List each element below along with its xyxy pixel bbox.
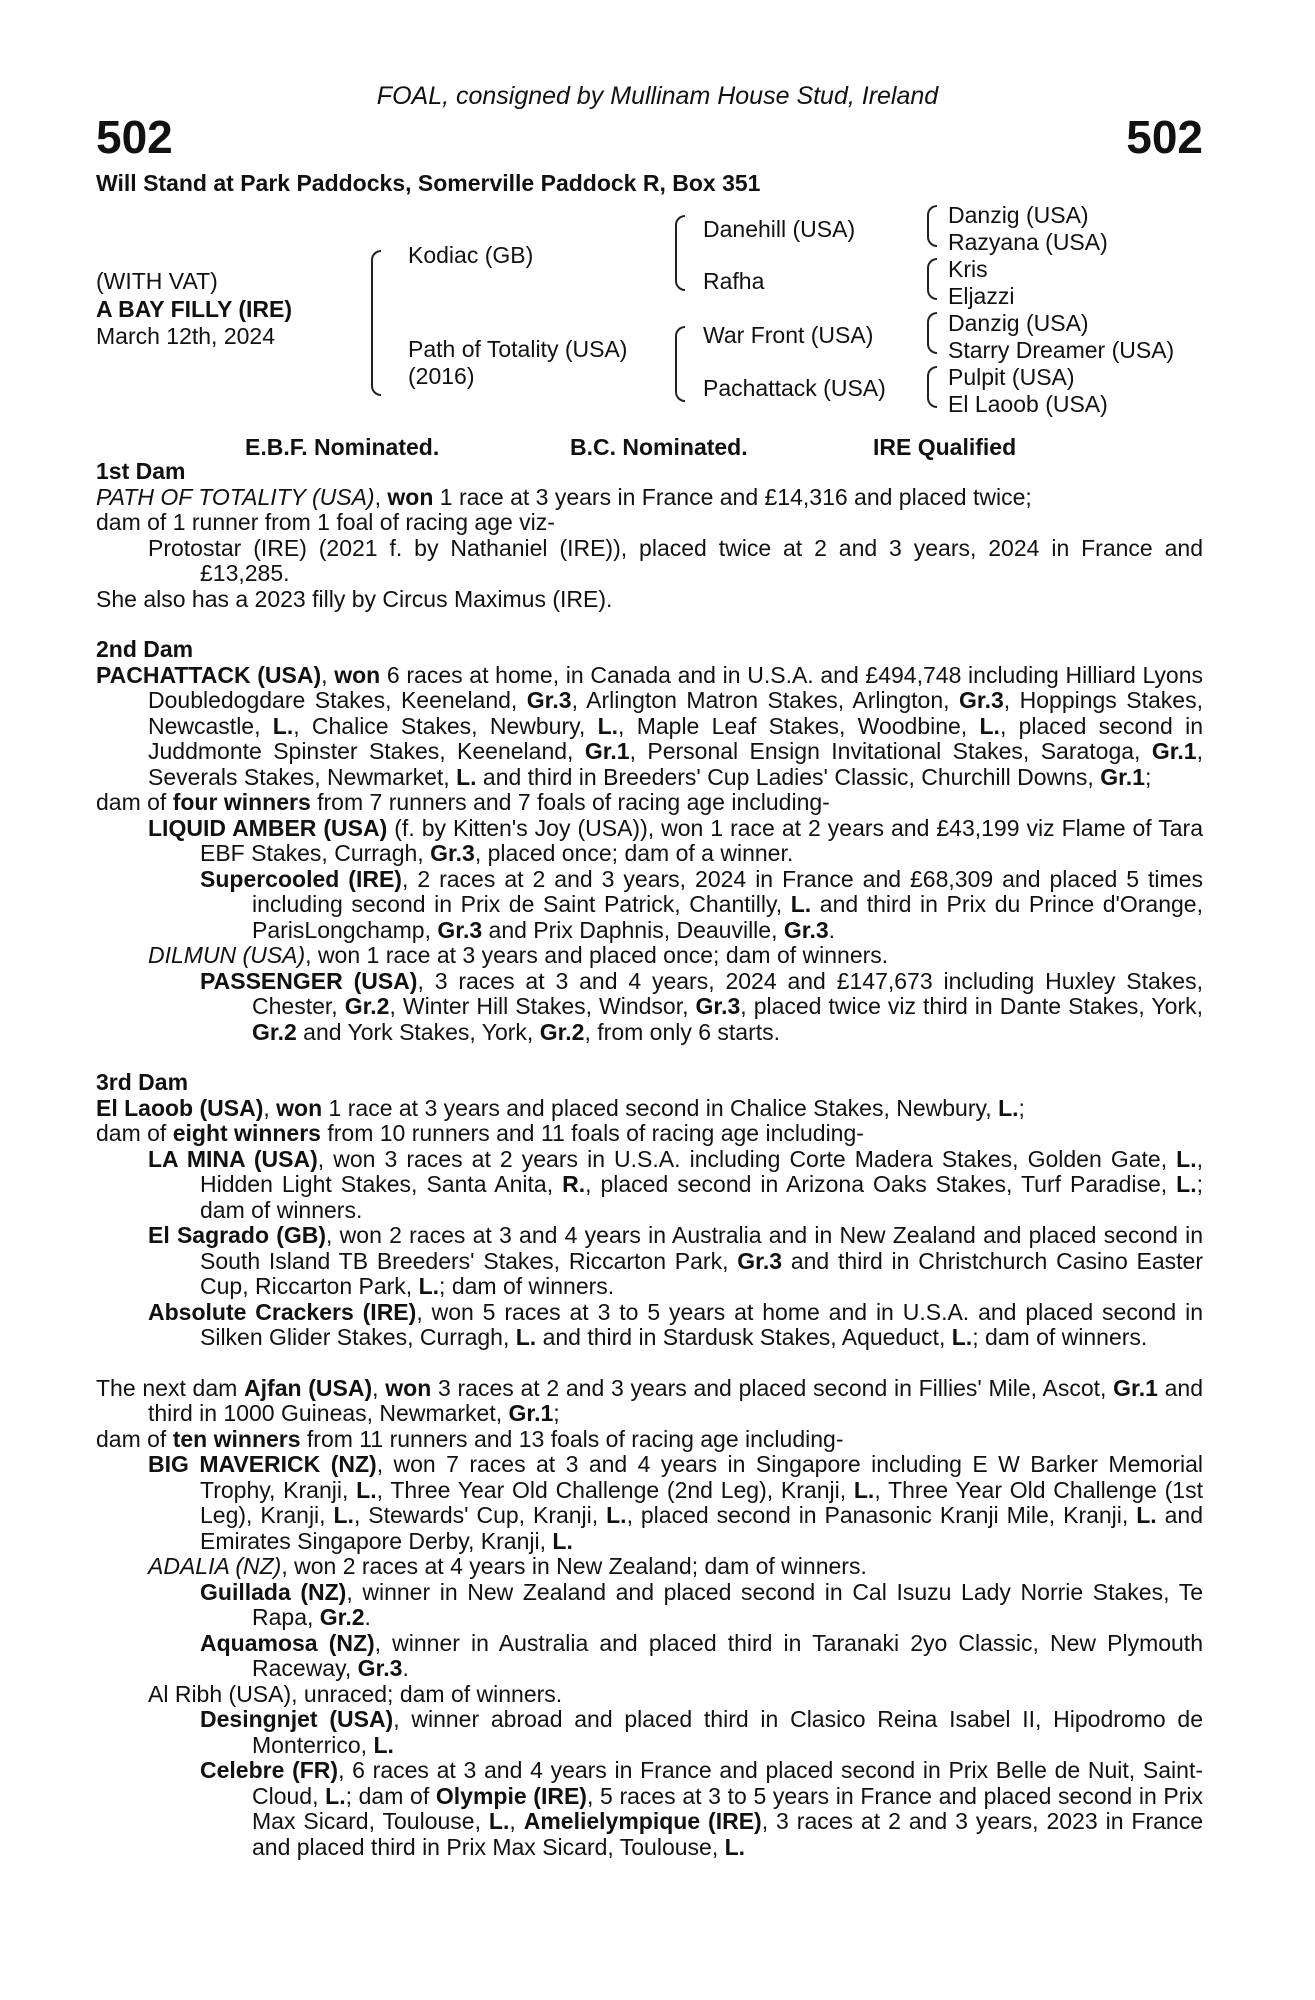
- second-dam-grandproduce-2: PASSENGER (USA), 3 races at 3 and 4 years, 2024 and £147,673 including Huxley Stakes, Chester, Gr.2, Winter Hill Stakes, Windsor, Gr.3, placed twice viz third in Dante Stakes, York, Gr.2 and York Stakes, York, Gr.2, from only 6 starts.: [200, 967, 1203, 1045]
- consignor-line: FOAL, consigned by Mullinam House Stud, Ireland: [376, 82, 939, 110]
- next-dam-produce-3: Al Ribh (USA), unraced; dam of winners.: [148, 1680, 563, 1707]
- third-dam-produce-3: Absolute Crackers (IRE), won 5 races at 3 to 5 years at home and in U.S.A. and placed second in Silken Glider Stakes, Curragh, L. and third in Stardusk Stakes, Aqueduct, L.; dam of winners.: [148, 1298, 1203, 1350]
- brace-dam: [675, 326, 685, 402]
- vat-label: (WITH VAT): [96, 268, 218, 294]
- first-dam-entry: PATH OF TOTALITY (USA), won 1 race at 3 years in France and £14,316 and placed twice;: [96, 483, 1032, 510]
- brace-g78: [927, 366, 937, 408]
- second-dam-produce-2: DILMUN (USA), won 1 race at 3 years and placed once; dam of winners.: [148, 942, 889, 968]
- next-dam-produce-summary: dam of ten winners from 11 runners and 13 foals of racing age including-: [96, 1425, 844, 1452]
- bc-nomination: B.C. Nominated.: [570, 434, 748, 460]
- next-dam-entry: The next dam Ajfan (USA), won 3 races at 2 and 3 years and placed second in Fillies' Mile, Ascot, Gr.1 and third in 1000 Guineas, Newmarket, Gr.1;: [96, 1374, 1204, 1426]
- dam-year: (2016): [408, 363, 475, 389]
- gg-8: El Laoob (USA): [948, 391, 1108, 417]
- gg-1: Danzig (USA): [948, 202, 1089, 228]
- third-dam-produce-2: El Sagrado (GB), won 2 races at 3 and 4 years in Australia and in New Zealand and placed second in South Island TB Breeders' Stakes, Riccarton Park, Gr.3 and third in Christchurch Casino Easter Cup, Riccarton Park, L.; dam of winners.: [148, 1222, 1203, 1299]
- second-dam-heading: 2nd Dam: [96, 636, 194, 662]
- brace-g12: [927, 205, 937, 247]
- second-dam-grandproduce-1: Supercooled (IRE), 2 races at 2 and 3 years, 2024 in France and £68,309 and placed 5 times including second in Prix de Saint Patrick, Chantilly, L. and third in Prix du Prince d'Orange, ParisLongchamp, Gr.3 and Prix Daphnis, Deauville, Gr.3.: [200, 865, 1203, 943]
- brace-g34: [927, 258, 937, 300]
- horse-name: A BAY FILLY (IRE): [96, 296, 292, 322]
- next-dam-grandproduce-2: Aquamosa (NZ), winner in Australia and placed third in Taranaki 2yo Classic, New Plymouth Raceway, Gr.3.: [200, 1629, 1203, 1681]
- foaling-date: March 12th, 2024: [96, 323, 276, 349]
- ebf-nomination: E.B.F. Nominated.: [245, 434, 440, 460]
- brace-g56: [927, 312, 937, 354]
- first-dam-heading: 1st Dam: [96, 458, 186, 484]
- gg-7: Pulpit (USA): [948, 364, 1075, 390]
- gg-2: Razyana (USA): [948, 229, 1108, 255]
- next-dam-grandproduce-1: Guillada (NZ), winner in New Zealand and placed second in Cal Isuzu Lady Norrie Stakes, Te Rapa, Gr.2.: [200, 1578, 1203, 1630]
- third-dam-heading: 3rd Dam: [96, 1069, 189, 1095]
- gg-6: Starry Dreamer (USA): [948, 337, 1175, 363]
- ire-qualified: IRE Qualified: [873, 434, 1017, 460]
- sire-dam: Rafha: [703, 268, 765, 294]
- second-dam-entry: PACHATTACK (USA), won 6 races at home, in Canada and in U.S.A. and £494,748 including Hilliard Lyons Doubledogdare Stakes, Keeneland, Gr.3, Arlington Matron Stakes, Arlington, Gr.3, Hoppings Stakes, Newcastle, L., Chalice Stakes, Newbury, L., Maple Leaf Stakes, Woodbine, L., placed second in Juddmonte Spinster Stakes, Keeneland, Gr.1, Personal Ensign Invitational Stakes, Saratoga, Gr.1, Severals Stakes, Newmarket, L. and third in Breeders' Cup Ladies' Classic, Churchill Downs, Gr.1;: [96, 661, 1204, 790]
- lot-number-left: 502: [96, 111, 173, 163]
- dam: Path of Totality (USA): [408, 336, 628, 362]
- third-dam-entry: El Laoob (USA), won 1 race at 3 years and placed second in Chalice Stakes, Newbury, L.;: [96, 1094, 1025, 1121]
- next-dam-produce-1: BIG MAVERICK (NZ), won 7 races at 3 and 4 years in Singapore including E W Barker Memorial Trophy, Kranji, L., Three Year Old Challenge (2nd Leg), Kranji, L., Three Year Old Challenge (1st Leg), Kranji, L., Stewards' Cup, Kranji, L., placed second in Panasonic Kranji Mile, Kranji, L. and Emirates Singapore Derby, Kranji, L.: [148, 1451, 1203, 1554]
- catalogue-text: [96, 459, 1203, 1860]
- next-dam-grandproduce-3: Desingnjet (USA), winner abroad and placed third in Clasico Reina Isabel II, Hipodromo de Monterrico, L.: [200, 1706, 1203, 1758]
- sire-sire: Danehill (USA): [703, 216, 856, 242]
- third-dam-produce-1: LA MINA (USA), won 3 races at 2 years in U.S.A. including Corte Madera Stakes, Golden Gate, L., Hidden Light Stakes, Santa Anita, R., placed second in Arizona Oaks Stakes, Turf Paradise, L.; dam of winners.: [148, 1145, 1203, 1223]
- brace-sire: [675, 215, 685, 291]
- third-dam-produce-summary: dam of eight winners from 10 runners and 11 foals of racing age including-: [96, 1120, 864, 1146]
- gg-5: Danzig (USA): [948, 310, 1089, 336]
- gg-3: Kris: [948, 256, 988, 282]
- first-dam-note: She also has a 2023 filly by Circus Maximus (IRE).: [96, 585, 613, 612]
- gg-4: Eljazzi: [948, 283, 1015, 309]
- brace-main: [371, 250, 381, 396]
- next-dam-grandproduce-4: Celebre (FR), 6 races at 3 and 4 years in France and placed second in Prix Belle de Nuit, Saint-Cloud, L.; dam of Olympie (IRE), 5 races at 3 to 5 years in France and placed second in Prix Max Sicard, Toulouse, L., Amelielympique (IRE), 3 races at 2 and 3 years, 2023 in France and placed third in Prix Max Sicard, Toulouse, L.: [200, 1757, 1204, 1860]
- first-dam-produce-summary: dam of 1 runner from 1 foal of racing age viz-: [96, 509, 555, 535]
- second-dam-produce-summary: dam of four winners from 7 runners and 7 foals of racing age including-: [96, 789, 830, 815]
- sire: Kodiac (GB): [408, 242, 534, 268]
- second-dam-produce-1: LIQUID AMBER (USA) (f. by Kitten's Joy (USA)), won 1 race at 2 years and £43,199 viz Flame of Tara EBF Stakes, Curragh, Gr.3, placed once; dam of a winner.: [148, 814, 1203, 866]
- stand-line: Will Stand at Park Paddocks, Somerville Paddock R, Box 351: [96, 170, 761, 196]
- first-dam-produce-1: Protostar (IRE) (2021 f. by Nathaniel (IRE)), placed twice at 2 and 3 years, 2024 in France and £13,285.: [148, 534, 1203, 586]
- next-dam-produce-2: ADALIA (NZ), won 2 races at 4 years in New Zealand; dam of winners.: [148, 1553, 867, 1579]
- dam-dam: Pachattack (USA): [703, 375, 886, 401]
- dam-sire: War Front (USA): [703, 322, 874, 348]
- lot-number-right: 502: [1126, 111, 1203, 163]
